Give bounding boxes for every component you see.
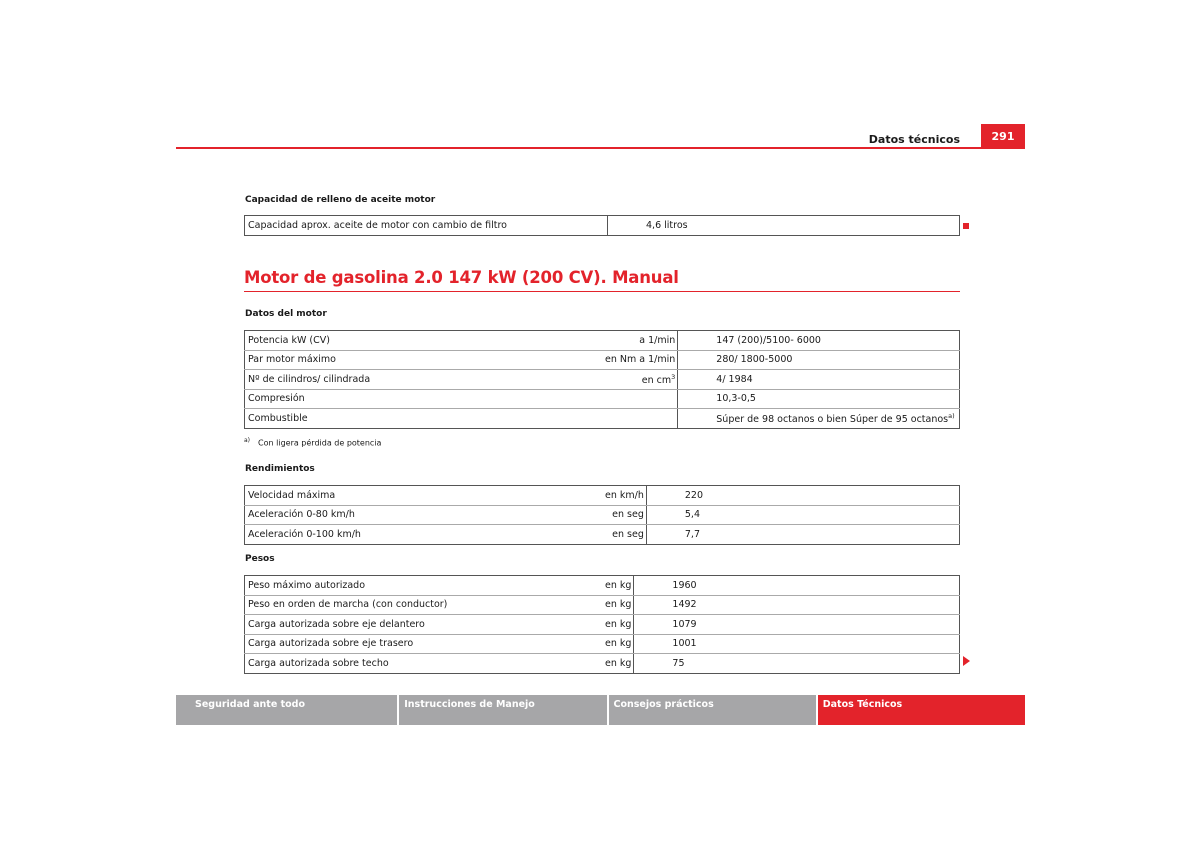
row-unit xyxy=(602,654,634,674)
row-label: Carga autorizada sobre techo xyxy=(245,654,603,674)
row-value xyxy=(678,331,960,351)
row-unit xyxy=(602,350,678,370)
table-row xyxy=(245,654,960,674)
row-label: Compresión xyxy=(245,389,603,409)
table-row xyxy=(245,505,960,525)
footnote-text: Con ligera pérdida de potencia xyxy=(258,438,382,448)
row-value xyxy=(634,615,960,635)
engine-data-table xyxy=(244,330,960,429)
row-value xyxy=(678,370,960,390)
row-unit xyxy=(602,615,634,635)
row-value-text: 5,4 xyxy=(684,509,700,521)
row-label: Par motor máximo xyxy=(245,350,603,370)
row-unit-text: en km/h xyxy=(605,489,644,501)
row-unit xyxy=(602,525,646,545)
footnote-mark: a) xyxy=(244,437,251,444)
table-row xyxy=(245,350,960,370)
row-unit-text: en seg xyxy=(612,509,644,521)
footnote xyxy=(244,437,381,448)
row-label: Velocidad máxima xyxy=(245,486,603,506)
title-rule xyxy=(244,291,960,292)
row-value xyxy=(678,350,960,370)
row-unit xyxy=(602,505,646,525)
table-row xyxy=(245,370,960,390)
row-value xyxy=(608,216,960,236)
row-label: Aceleración 0-80 km/h xyxy=(245,505,603,525)
engine-data-heading: Datos del motor xyxy=(245,309,327,319)
row-value xyxy=(634,634,960,654)
row-value-text: 4,6 litros xyxy=(646,219,688,231)
weights-heading: Pesos xyxy=(245,554,275,564)
row-label: Nº de cilindros/ cilindrada xyxy=(245,370,603,390)
row-unit-text: en cm xyxy=(641,374,672,386)
weights-table xyxy=(244,575,960,674)
footer-tab-instrucciones[interactable]: Instrucciones de Manejo xyxy=(399,695,608,725)
row-unit-text: en Nm a 1/min xyxy=(605,354,676,366)
table-row xyxy=(245,634,960,654)
row-value-text: 220 xyxy=(684,489,704,501)
row-unit-text: en seg xyxy=(612,528,644,540)
page-title: Motor de gasolina 2.0 147 kW (200 CV). Manual xyxy=(244,268,679,287)
table-row xyxy=(245,576,960,596)
row-unit xyxy=(602,409,678,429)
table-row xyxy=(245,216,960,236)
row-unit-text: en kg xyxy=(605,579,632,591)
header-rule xyxy=(176,147,1025,149)
row-value xyxy=(646,505,959,525)
row-value-superscript: a) xyxy=(948,411,955,420)
row-value-text: 147 (200)/5100- 6000 xyxy=(716,334,821,346)
section-title: Datos técnicos xyxy=(868,133,960,146)
row-unit xyxy=(602,486,646,506)
footer-tab-seguridad[interactable]: Seguridad ante todo xyxy=(176,695,399,725)
table-row xyxy=(245,525,960,545)
row-label: Peso máximo autorizado xyxy=(245,576,603,596)
row-unit-text: en kg xyxy=(605,657,632,669)
performance-table xyxy=(244,485,960,545)
row-unit-text: en kg xyxy=(605,638,632,650)
row-value-text: 280/ 1800-5000 xyxy=(716,354,793,366)
row-value-text: 1001 xyxy=(672,638,697,650)
row-unit xyxy=(602,331,678,351)
row-label: Carga autorizada sobre eje trasero xyxy=(245,634,603,654)
footer-nav xyxy=(176,695,1025,725)
table-row xyxy=(245,331,960,351)
footer-tab-consejos[interactable]: Consejos prácticos xyxy=(609,695,818,725)
oil-capacity-heading: Capacidad de relleno de aceite motor xyxy=(245,195,436,205)
row-value-text: Súper de 98 octanos o bien Súper de 95 octanos xyxy=(716,413,949,425)
row-label: Carga autorizada sobre eje delantero xyxy=(245,615,603,635)
row-label: Peso en orden de marcha (con conductor) xyxy=(245,595,603,615)
row-value xyxy=(678,389,960,409)
row-value xyxy=(634,595,960,615)
row-label: Potencia kW (CV) xyxy=(245,331,603,351)
row-value-text: 1960 xyxy=(672,579,697,591)
row-value-text: 7,7 xyxy=(684,528,700,540)
table-row xyxy=(245,486,960,506)
row-value-text: 4/ 1984 xyxy=(716,373,753,385)
table-row xyxy=(245,595,960,615)
row-value xyxy=(634,654,960,674)
continue-arrow-icon xyxy=(963,656,970,666)
table-row xyxy=(245,409,960,429)
row-label: Combustible xyxy=(245,409,603,429)
table-row xyxy=(245,615,960,635)
row-unit xyxy=(602,389,678,409)
row-value xyxy=(646,486,959,506)
row-value-text: 75 xyxy=(672,657,685,669)
row-value-text: 10,3-0,5 xyxy=(716,393,756,405)
footer-tab-datos-tecnicos[interactable]: Datos Técnicos xyxy=(818,695,1025,725)
row-value-text: 1492 xyxy=(672,599,697,611)
row-value xyxy=(646,525,959,545)
performance-heading: Rendimientos xyxy=(245,464,315,474)
row-label: Capacidad aprox. aceite de motor con cambio de filtro xyxy=(245,216,603,236)
row-unit-superscript: 3 xyxy=(671,372,676,381)
row-label: Aceleración 0-100 km/h xyxy=(245,525,603,545)
row-unit xyxy=(602,576,634,596)
row-unit xyxy=(602,370,678,390)
row-unit xyxy=(602,634,634,654)
row-unit xyxy=(602,595,634,615)
oil-capacity-table xyxy=(244,215,960,236)
row-unit-text: en kg xyxy=(605,618,632,630)
section-end-marker-icon xyxy=(963,223,969,229)
row-unit-text: a 1/min xyxy=(639,334,676,346)
row-unit-text: en kg xyxy=(605,599,632,611)
row-value xyxy=(634,576,960,596)
table-row xyxy=(245,389,960,409)
row-value xyxy=(678,409,960,429)
page-number: 291 xyxy=(981,124,1025,148)
row-value-text: 1079 xyxy=(672,618,697,630)
